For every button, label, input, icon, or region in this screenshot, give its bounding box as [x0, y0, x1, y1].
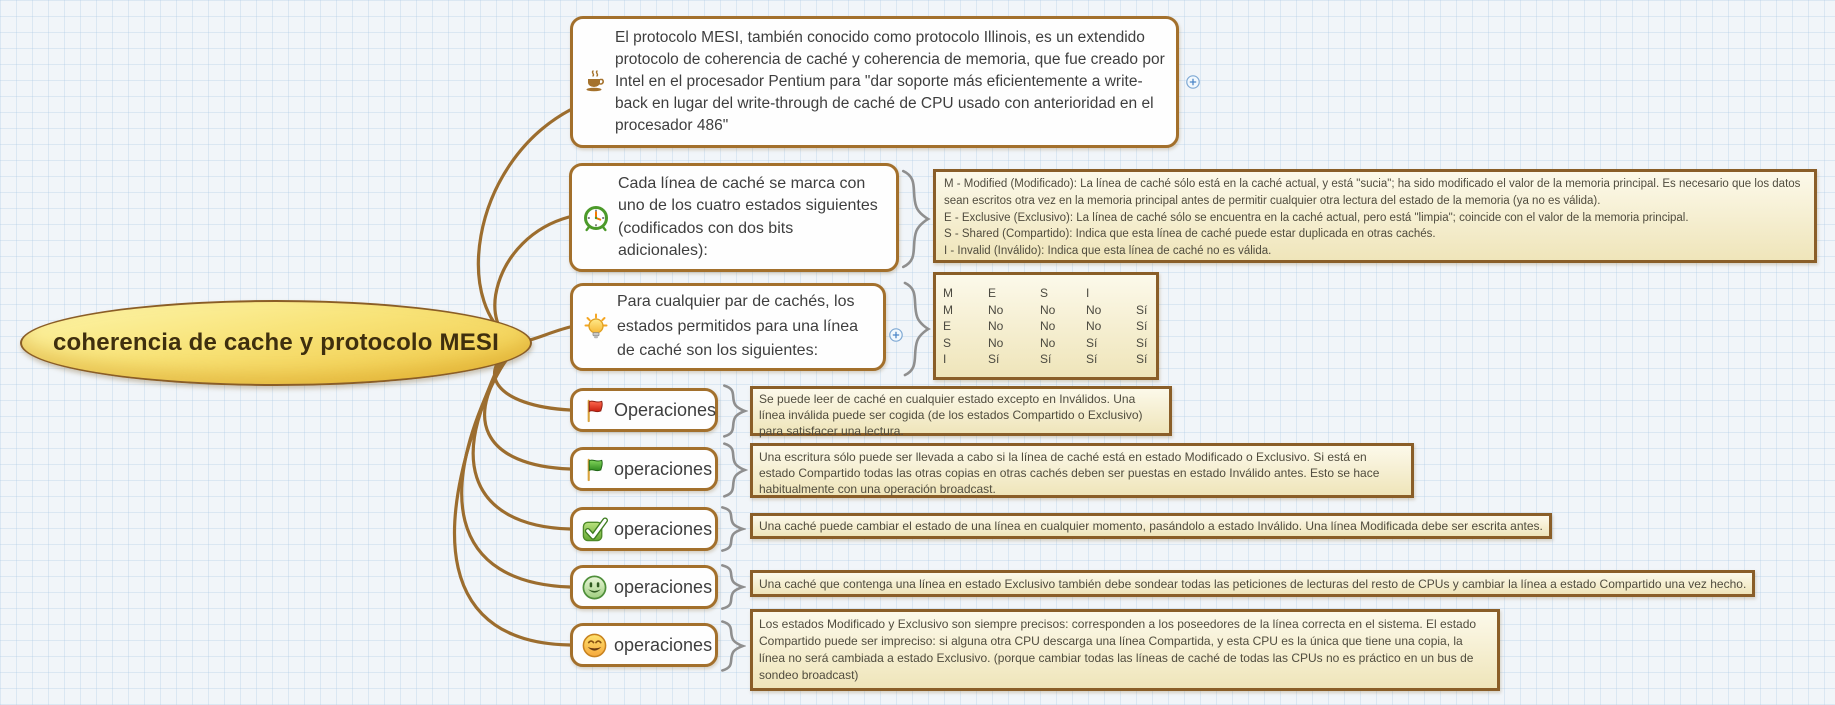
table-header-cell: M [943, 286, 953, 300]
table-cell: No [1040, 302, 1056, 317]
branch-line [455, 349, 570, 645]
table-cell: Sí [1086, 335, 1098, 350]
state-def-invalid: I - Invalid (Inválido): Indica que esta línea de caché no es válida. [944, 245, 1272, 258]
node-cache-states-text: Cada línea de caché se marca con uno de los cuatro estados siguientes (codificados con dos bits adicionales): [618, 174, 878, 259]
table-cell: Sí [1086, 352, 1098, 366]
brace-connector [720, 384, 748, 438]
brace-connector [718, 506, 746, 552]
table-cell: Sí [1136, 352, 1148, 366]
branch-line [473, 347, 570, 529]
green-flag-icon [581, 456, 608, 483]
check-icon [581, 516, 608, 543]
node-operations-invalidate-label: operaciones [614, 518, 713, 539]
detail-read-operation[interactable]: Se puede leer de caché en cualquier estado excepto en Inválidos. Una línea inválida puede ser cogida (de los estados Compartido o Exclusivo) para satisfacer una lectura. [750, 386, 1172, 436]
laughing-smiley-icon [581, 632, 608, 659]
table-cell: No [988, 335, 1004, 350]
state-def-modified: M - Modified (Modificado): La línea de caché sólo está en la caché actual, y está "sucia"; ha sido modificado el valor de la memoria principal. Es necesario que los datos sean escritos otra vez en la memoria principal antes de permitir cualquier otra lectura del estado de la memoria (ya no es válida). [944, 178, 1801, 207]
table-cell: Sí [1040, 352, 1052, 366]
brace-connector [900, 280, 932, 378]
detail-write-operation[interactable]: Una escritura sólo puede ser llevada a cabo si la línea de caché está en estado Modificado o Exclusivo. Si está en estado Compartido todas las otras copias en otras cachés deben ser puestas en estado Inválido antes. Esto se hace habitualmente con una operación broadcast. [750, 443, 1414, 498]
table-cell: Sí [988, 352, 1000, 366]
node-mesi-intro[interactable] [570, 16, 1179, 148]
brace-connector [720, 442, 748, 498]
node-operations-invalidate[interactable] [570, 507, 718, 551]
table-cell: No [1040, 335, 1056, 350]
node-operations-write-label: operaciones [614, 458, 713, 479]
detail-state-table[interactable] [933, 272, 1159, 380]
table-header-cell: S [1040, 286, 1049, 300]
node-operations-snoop-label: operaciones [614, 576, 713, 597]
table-cell: No [1086, 302, 1102, 317]
detail-mesi-state-definitions[interactable] [933, 169, 1817, 263]
node-operations-precision[interactable] [570, 623, 718, 667]
node-operations-snoop[interactable] [570, 565, 718, 609]
table-header-cell [1136, 285, 1160, 302]
state-def-exclusive: E - Exclusive (Exclusivo): La línea de caché sólo se encuentra en la caché actual, pero está "limpia"; coincide con el valor de la memoria principal. [944, 211, 1689, 224]
node-operations-read-label: Operaciones [614, 399, 717, 420]
table-cell: Sí [1136, 335, 1148, 350]
table-header-cell: I [1086, 286, 1090, 300]
table-cell: No [988, 319, 1004, 333]
node-state-pairs-text: Para cualquier par de cachés, los estados permitidos para una línea de caché son los siguientes: [617, 293, 859, 360]
table-cell: Sí [1136, 302, 1148, 317]
node-cache-states[interactable] [569, 163, 899, 272]
detail-precision-note[interactable]: Los estados Modificado y Exclusivo son siempre precisos: corresponden a los poseedores de la línea correcta en el sistema. El estado Compartido puede ser impreciso: si alguna otra CPU descarga una línea Compartida, y esta CPU es la única que tiene una copia, la línea no será cambiada a estado Exclusivo. (porque cambiar todas las líneas de caché de todas las CPUs no es práctico en un bus de sondeo broadcast) [750, 609, 1500, 691]
node-state-pairs[interactable] [570, 283, 886, 371]
expand-icon[interactable] [1186, 75, 1200, 89]
alarm-clock-icon [581, 203, 611, 233]
lightbulb-icon [582, 312, 610, 342]
table-cell: E [943, 319, 952, 333]
table-cell: I [943, 352, 947, 366]
branch-line [478, 110, 570, 343]
smiley-icon [581, 574, 608, 601]
detail-snoop-operation[interactable]: Una caché que contenga una línea en estado Exclusivo también debe sondear todas las peticiones de lecturas del resto de CPUs y cambiar la línea a estado Compartido una vez hecho. [750, 570, 1755, 597]
brace-connector [718, 620, 746, 672]
coffee-icon [582, 69, 608, 95]
table-cell: No [988, 302, 1004, 317]
table-cell: Sí [1136, 319, 1148, 333]
node-mesi-intro-text: El protocolo MESI, también conocido como protocolo Illinois, es un extendido protocolo de coherencia de caché y coherencia de memoria, que fue creado por Intel en el procesador Pentium para "dar soporte más eficientemente a write-back en lugar del write-through de caché de CPU usado con anterioridad en el procesador 486" [615, 29, 1165, 134]
state-compatibility-table [943, 285, 1156, 368]
state-def-shared: S - Shared (Compartido): Indica que esta línea de caché puede estar duplicada en otras cachés. [944, 228, 1436, 241]
brace-connector [718, 564, 746, 610]
table-cell: No [1040, 319, 1056, 333]
root-topic-label: coherencia de cache y protocolo MESI [53, 329, 499, 356]
table-cell: S [943, 335, 952, 350]
root-topic[interactable] [20, 300, 532, 386]
node-operations-write[interactable] [570, 447, 718, 491]
red-flag-icon [581, 397, 608, 424]
table-header-cell: E [988, 286, 997, 300]
table-cell: No [1086, 319, 1102, 333]
brace-connector [898, 168, 932, 270]
detail-invalidate-operation[interactable]: Una caché puede cambiar el estado de una línea en cualquier momento, pasándolo a estado Inválido. Una línea Modificada debe ser escrita antes. [750, 513, 1552, 539]
node-operations-precision-label: operaciones [614, 634, 713, 655]
table-cell: M [943, 302, 953, 317]
expand-icon[interactable] [889, 328, 903, 342]
node-operations-read[interactable] [570, 388, 718, 432]
